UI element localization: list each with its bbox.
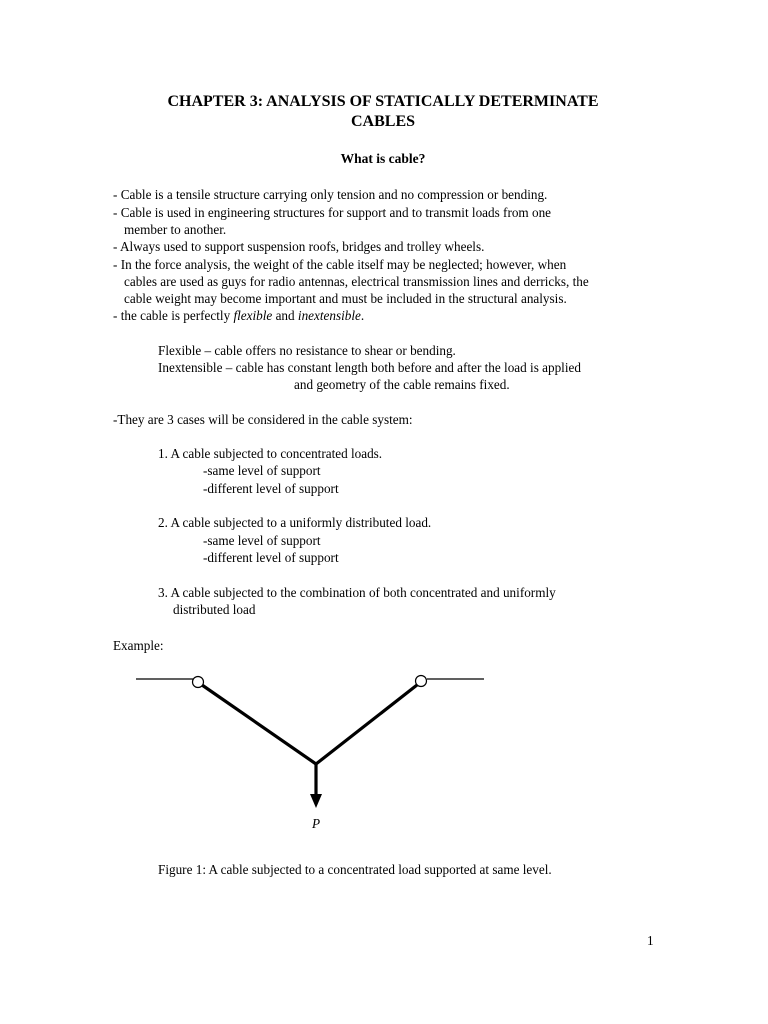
term-inextensible: inextensible — [297, 308, 361, 323]
cable-right-segment — [316, 685, 417, 764]
page-number: 1 — [647, 933, 654, 948]
bullet-properties-prefix: - the cable is perfectly — [113, 308, 234, 323]
bullet-properties-and: and — [272, 308, 298, 323]
bullet-uses: - Always used to support suspension roofs, bridges and trolley wheels. — [113, 239, 485, 254]
example-label: Example: — [113, 638, 164, 653]
case-1-same-level: -same level of support — [203, 463, 321, 478]
bullet-engineering-line-2: member to another. — [124, 222, 227, 237]
bullet-properties-period: . — [360, 308, 365, 323]
bullet-force-analysis-line-2: cables are used as guys for radio antennas, electrical transmission lines and derricks, the — [124, 274, 589, 289]
definition-inextensible-line-1: Inextensible – cable has constant length both before and after the load is applied — [158, 360, 581, 375]
left-pin-support — [193, 677, 204, 688]
bullet-force-analysis-line-1: - In the force analysis, the weight of the cable itself may be neglected; however, when — [113, 257, 567, 272]
chapter-title-line-1: CHAPTER 3: ANALYSIS OF STATICALLY DETERMINATE — [167, 93, 599, 110]
bullet-engineering-line-1: - Cable is used in engineering structures for support and to transmit loads from one — [113, 205, 552, 220]
cable-left-segment — [202, 685, 316, 764]
load-label: P — [312, 816, 321, 831]
case-2-same-level: -same level of support — [203, 533, 321, 548]
chapter-title-line-2: CABLES — [350, 113, 416, 130]
bullet-tensile: - Cable is a tensile structure carrying only tension and no compression or bending. — [113, 187, 548, 202]
definition-inextensible-line-2: and geometry of the cable remains fixed. — [294, 377, 510, 392]
case-3-line-2: distributed load — [173, 602, 256, 617]
cases-intro: -They are 3 cases will be considered in the cable system: — [113, 412, 413, 427]
right-pin-support — [416, 676, 427, 687]
bullet-force-analysis-line-3: cable weight may become important and must be included in the structural analysis. — [124, 291, 567, 306]
case-1: 1. A cable subjected to concentrated loads. — [158, 446, 383, 461]
term-flexible: flexible — [233, 308, 273, 323]
case-2-different-level: -different level of support — [203, 550, 339, 565]
load-arrow-head — [310, 794, 322, 808]
definition-flexible: Flexible – cable offers no resistance to shear or bending. — [158, 343, 456, 358]
figure-caption: Figure 1: A cable subjected to a concentrated load supported at same level. — [158, 862, 552, 877]
case-3-line-1: 3. A cable subjected to the combination of both concentrated and uniformly — [158, 585, 556, 600]
case-1-different-level: -different level of support — [203, 481, 339, 496]
section-heading: What is cable? — [340, 151, 426, 166]
case-2: 2. A cable subjected to a uniformly distributed load. — [158, 515, 432, 530]
